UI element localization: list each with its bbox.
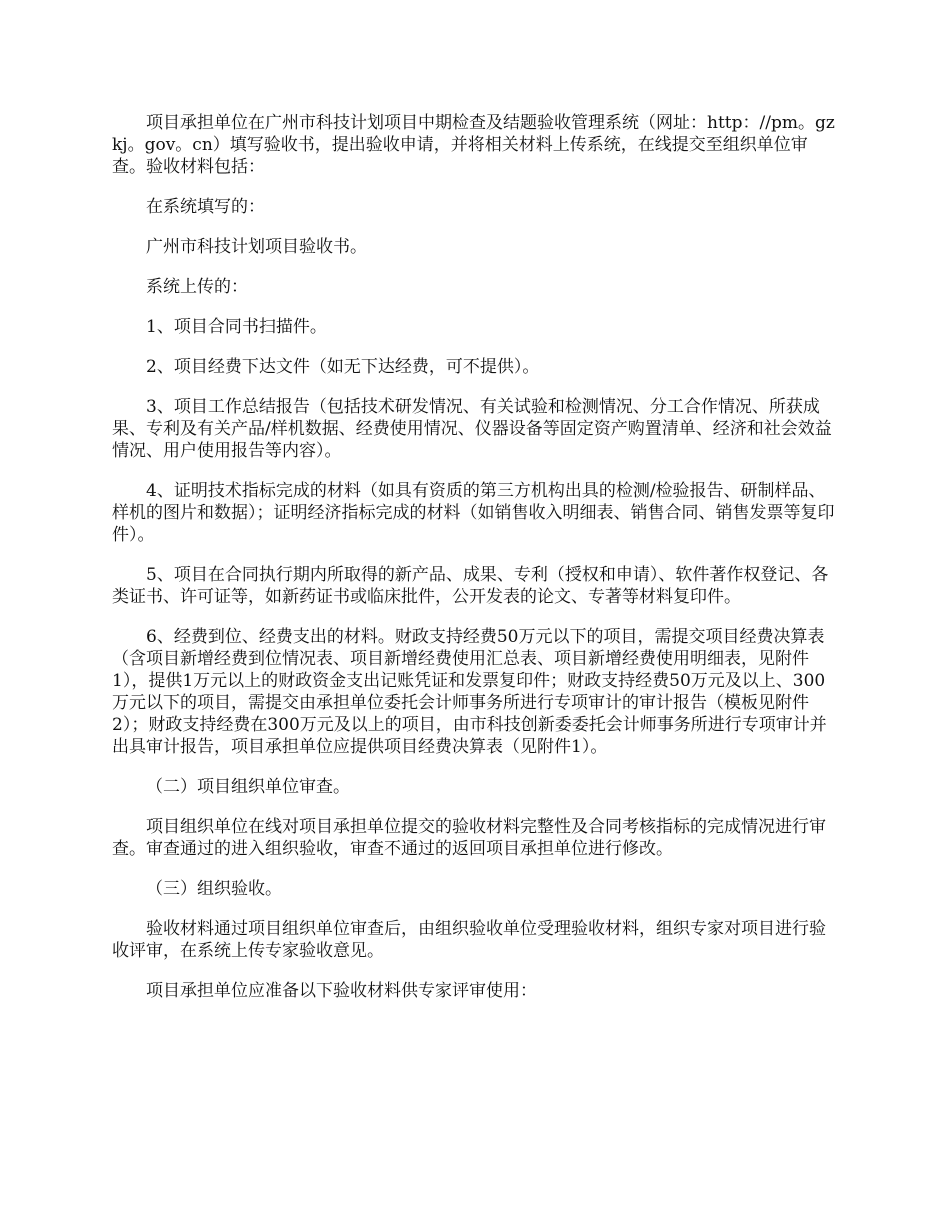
paragraph-acceptance-book: 广州市科技计划项目验收书。 — [146, 237, 367, 257]
paragraph-system-upload-heading: 系统上传的： — [146, 277, 248, 297]
paragraph-organize-acceptance: 验收材料通过项目组织单位审查后，由组织验收单位受理验收材料，组织专家对项目进行验收评审，在系统上传专家验收意见。 — [112, 919, 826, 961]
list-item-outcomes-copies: 5、项目在合同执行期内所取得的新产品、成果、专利（授权和申请）、软件著作权登记、各类证书、许可证等，如新药证书或临床批件，公开发表的论文、专著等材料复印件。 — [112, 565, 829, 607]
list-item-expenditure-materials: 6、经费到位、经费支出的材料。财政支持经费50万元以下的项目，需提交项目经费决算表（含项目新增经费到位情况表、项目新增经费使用汇总表、项目新增经费使用明细表，见附件1），提供1万元以上的财政资金支出记账凭证和发票复印件；财政支持经费50万元及以上、300万元以下的项目，需提交由承担单位委托会计师事务所进行专项审计的审计报告（模板见附件2）；财政支持经费在300万元及以上的项目，由市科技创新委委托会计师事务所进行专项审计并出具审计报告，项目承担单位应提供项目经费决算表（见附件1）。 — [112, 627, 827, 757]
list-item-indicator-proof: 4、证明技术指标完成的材料（如具有资质的第三方机构出具的检测/检验报告、研制样品、样机的图片和数据）；证明经济指标完成的材料（如销售收入明细表、销售合同、销售发票等复印件）。 — [112, 481, 835, 545]
section-heading-organization-review: （二）项目组织单位审查。 — [146, 777, 350, 797]
paragraph-system-fill-heading: 在系统填写的： — [146, 197, 265, 217]
paragraph-submission-intro: 项目承担单位在广州市科技计划项目中期检查及结题验收管理系统（网址：http：//pm。gzkj。gov。cn）填写验收书，提出验收申请，并将相关材料上传系统，在线提交至组织单位审查。验收材料包括： — [112, 113, 835, 177]
document-body — [112, 112, 838, 1020]
list-item-funding-document: 2、项目经费下达文件（如无下达经费，可不提供）。 — [146, 357, 540, 377]
paragraph-organization-review: 项目组织单位在线对项目承担单位提交的验收材料完整性及合同考核指标的完成情况进行审查。审查通过的进入组织验收，审查不通过的返回项目承担单位进行修改。 — [112, 817, 826, 859]
list-item-contract-scan: 1、项目合同书扫描件。 — [146, 317, 327, 337]
section-heading-organize-acceptance: （三）组织验收。 — [146, 879, 282, 899]
list-item-work-summary: 3、项目工作总结报告（包括技术研发情况、有关试验和检测情况、分工合作情况、所获成果、专利及有关产品/样机数据、经费使用情况、仪器设备等固定资产购置清单、经济和社会效益情况、用户使用报告等内容）。 — [112, 397, 832, 461]
paragraph-expert-materials: 项目承担单位应准备以下验收材料供专家评审使用： — [146, 981, 537, 1001]
